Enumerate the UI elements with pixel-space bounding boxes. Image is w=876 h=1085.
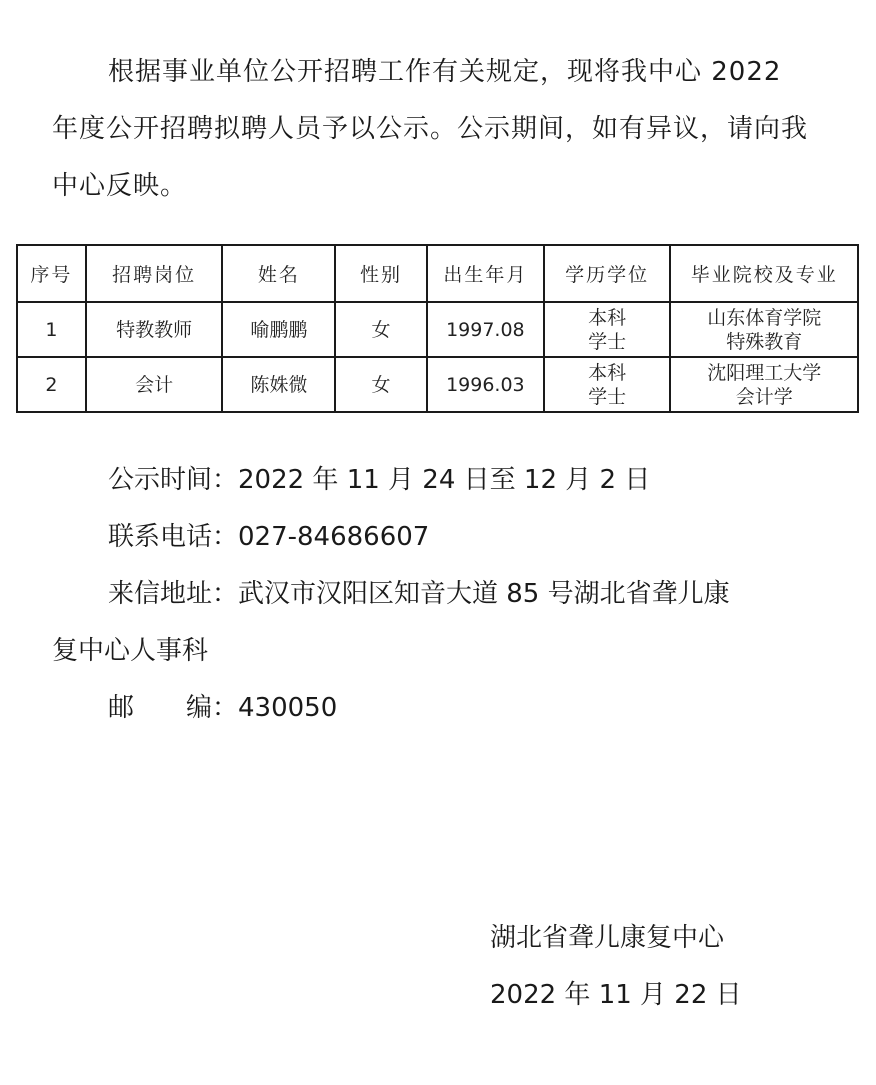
header-no: 序号 <box>17 245 86 302</box>
mailing-address-line1: 来信地址：武汉市汉阳区知音大道 85 号湖北省聋儿康 <box>108 579 730 609</box>
header-name: 姓名 <box>222 245 335 302</box>
cell-school <box>670 302 858 357</box>
signature-block <box>490 910 742 1024</box>
postcode: 邮 编：430050 <box>108 693 338 723</box>
degree-level: 本科 <box>588 306 627 329</box>
cell-school <box>670 357 858 412</box>
cell-birth: 1996.03 <box>427 357 544 412</box>
cell-degree <box>544 302 671 357</box>
cell-position: 特教教师 <box>86 302 223 357</box>
cell-birth: 1997.08 <box>427 302 544 357</box>
school-name: 沈阳理工大学 <box>707 361 822 384</box>
table-header-row <box>17 245 858 302</box>
degree-title: 学士 <box>588 330 627 353</box>
table-row <box>17 302 858 357</box>
cell-no: 2 <box>17 357 86 412</box>
header-position: 招聘岗位 <box>86 245 223 302</box>
cell-gender: 女 <box>335 357 427 412</box>
cell-name: 喻鹏鹏 <box>222 302 335 357</box>
intro-paragraph: 根据事业单位公开招聘工作有关规定，现将我中心 2022 年度公开招聘拟聘人员予以公示。公示期间，如有异议，请向我中心反映。 <box>52 57 809 201</box>
header-degree: 学历学位 <box>544 245 671 302</box>
mailing-address-line2: 复中心人事科 <box>52 636 209 666</box>
table-row <box>17 357 858 412</box>
degree-level: 本科 <box>588 361 627 384</box>
contact-info <box>52 452 822 737</box>
cell-gender: 女 <box>335 302 427 357</box>
cell-name: 陈姝微 <box>222 357 335 412</box>
signature-org: 湖北省聋儿康复中心 <box>490 923 725 953</box>
candidate-table <box>16 244 859 413</box>
header-school: 毕业院校及专业 <box>670 245 858 302</box>
school-name: 山东体育学院 <box>707 306 822 329</box>
cell-degree <box>544 357 671 412</box>
school-major: 会计学 <box>735 385 793 408</box>
header-birth: 出生年月 <box>427 245 544 302</box>
cell-no: 1 <box>17 302 86 357</box>
publicity-period: 公示时间：2022 年 11 月 24 日至 12 月 2 日 <box>108 465 651 495</box>
school-major: 特殊教育 <box>726 330 803 353</box>
header-gender: 性别 <box>335 245 427 302</box>
degree-title: 学士 <box>588 385 627 408</box>
cell-position: 会计 <box>86 357 223 412</box>
signature-date: 2022 年 11 月 22 日 <box>490 980 742 1010</box>
contact-phone: 联系电话：027-84686607 <box>108 522 430 552</box>
